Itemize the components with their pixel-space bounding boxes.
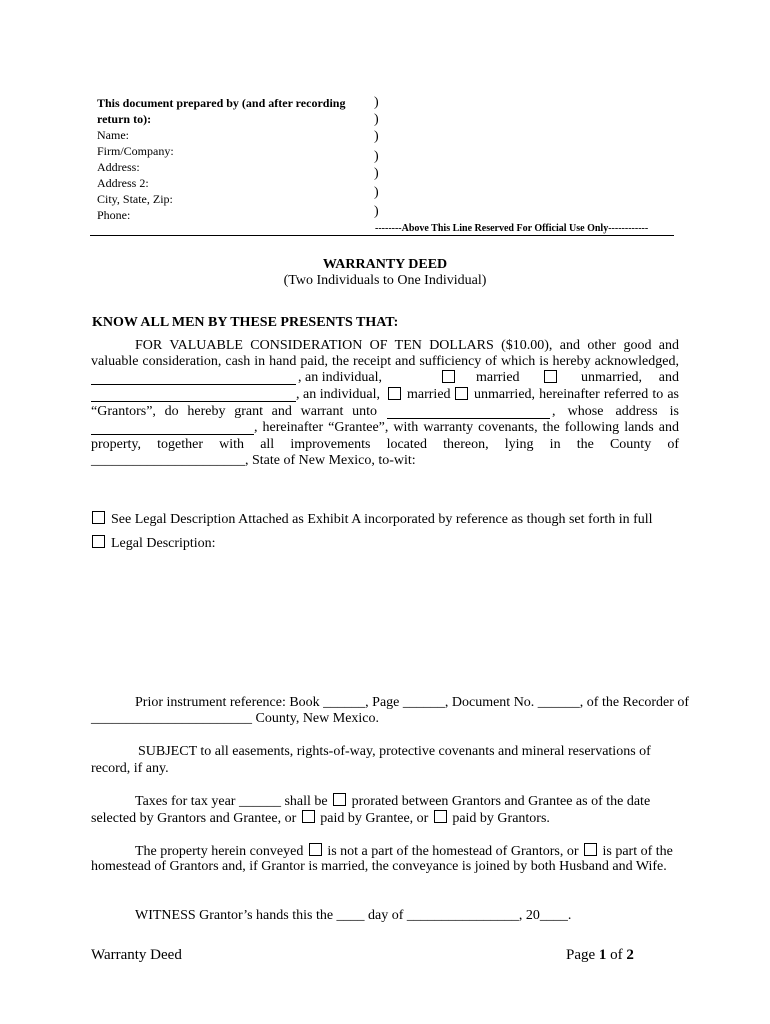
grantor2-name-blank[interactable] [91, 389, 296, 402]
reserved-text: Above This Line Reserved For Official Use Only [401, 223, 609, 234]
grantee-address-blank[interactable] [91, 422, 254, 435]
consideration-line: property, together with all improvements located thereon, lying in the County of [91, 437, 679, 452]
paid-by-grantee-checkbox[interactable] [302, 810, 315, 823]
document-title: WARRANTY DEED [322, 257, 448, 272]
grantee-name-blank[interactable] [387, 406, 550, 419]
phone-field-label: Phone: [97, 208, 131, 222]
reserved-line-label [375, 223, 648, 234]
reserved-divider [90, 235, 674, 236]
address2-field-label: Address 2: [97, 176, 149, 190]
prepared-by-label: This document prepared by (and after recording [97, 96, 346, 110]
reserved-dashes-right: ------------ [608, 223, 649, 234]
paid-by-grantors-checkbox[interactable] [434, 810, 447, 823]
grantor1-individual-text: , an individual, [298, 370, 382, 385]
taxes-text: Taxes for tax year ______ shall be [135, 794, 328, 809]
bracket: ) [374, 129, 379, 144]
consideration-line: valuable consideration, cash in hand paid, the receipt and sufficiency of which is hereby acknowledged, [91, 354, 679, 369]
not-homestead-checkbox[interactable] [309, 843, 322, 856]
consideration-line: FOR VALUABLE CONSIDERATION OF TEN DOLLARS ($10.00), and other good and [135, 338, 679, 353]
witness-line: WITNESS Grantor’s hands this the ____ day of ________________, 20____. [135, 908, 572, 923]
legal-option-exhibit [92, 511, 653, 529]
grantee-line [91, 404, 679, 421]
legal-description-checkbox[interactable] [92, 535, 105, 548]
prior-county-line: _______________________ County, New Mexico. [91, 711, 380, 726]
taxes-line [135, 793, 650, 811]
prorated-text: prorated between Grantors and Grantee as of the date [351, 794, 651, 809]
grantor1-unmarried-checkbox[interactable] [544, 370, 557, 383]
footer-title: Warranty Deed [91, 947, 182, 963]
prorated-checkbox[interactable] [333, 793, 346, 806]
grantor2-unmarried-text: unmarried, hereinafter referred to as [474, 387, 679, 402]
name-field-label: Name: [97, 128, 129, 142]
bracket: ) [374, 95, 379, 110]
county-line [91, 453, 416, 470]
unmarried-label: unmarried, and [581, 370, 679, 385]
return-to-label: return to): [97, 112, 152, 126]
page-prefix: Page [566, 947, 596, 963]
homestead-line: homestead of Grantors and, if Grantor is married, the conveyance is joined by both Husband and Wife. [91, 859, 667, 874]
page-total: 2 [626, 947, 634, 963]
paid-by-grantee-text: paid by Grantee, or [320, 811, 429, 826]
bracket: ) [374, 185, 379, 200]
exhibit-a-label: See Legal Description Attached as Exhibit A incorporated by reference as though set forth in full [111, 512, 653, 527]
firm-field-label: Firm/Company: [97, 144, 174, 158]
grantor2-unmarried-checkbox[interactable] [455, 387, 468, 400]
legal-description-label: Legal Description: [111, 536, 216, 551]
taxes-line [91, 810, 550, 828]
exhibit-a-checkbox[interactable] [92, 511, 105, 524]
selected-text: selected by Grantors and Grantee, or [91, 811, 297, 826]
state-text: , State of New Mexico, to-wit: [245, 453, 416, 468]
grant-warrant-text: “Grantors”, do hereby grant and warrant unto [91, 404, 377, 419]
homestead-text: The property herein conveyed [135, 844, 304, 859]
know-all-heading: KNOW ALL MEN BY THESE PRESENTS THAT: [92, 315, 399, 330]
legal-option-description [92, 535, 216, 553]
page-current: 1 [598, 947, 607, 963]
grantee-address-line [91, 420, 679, 437]
married-label: married [407, 387, 451, 402]
grantor1-married-checkbox[interactable] [442, 370, 455, 383]
not-homestead-text: is not a part of the homestead of Grantors, or [327, 844, 579, 859]
is-homestead-text: is part of the [602, 844, 673, 859]
grantor2-line [91, 387, 679, 404]
subject-line: SUBJECT to all easements, rights-of-way, protective covenants and mineral reservations of [138, 744, 651, 759]
bracket: ) [374, 204, 379, 219]
reserved-dashes-left: -------- [375, 223, 402, 234]
document-subtitle: (Two Individuals to One Individual) [283, 273, 487, 288]
page-of: of [610, 947, 623, 963]
homestead-line [135, 843, 679, 860]
subject-line: record, if any. [91, 761, 169, 776]
address-field-label: Address: [97, 160, 140, 174]
grantor1-name-blank[interactable] [91, 372, 296, 385]
whose-address-text: , whose address is [552, 404, 679, 419]
page-number [566, 947, 634, 964]
grantor1-line [91, 370, 679, 387]
grantor2-individual-text: , an individual, [296, 387, 380, 402]
is-homestead-checkbox[interactable] [584, 843, 597, 856]
bracket: ) [374, 166, 379, 181]
grantor2-married-checkbox[interactable] [388, 387, 401, 400]
grantee-covenants-text: , hereinafter “Grantee”, with warranty covenants, the following lands and [254, 420, 679, 435]
city-state-zip-field-label: City, State, Zip: [97, 192, 173, 206]
prior-instrument-line: Prior instrument reference: Book ______, Page ______, Document No. ______, of the Recorder of [135, 695, 690, 710]
bracket: ) [374, 149, 379, 164]
paid-by-grantors-text: paid by Grantors. [452, 811, 550, 826]
bracket: ) [374, 112, 379, 127]
married-label: married [476, 370, 520, 385]
county-blank[interactable]: ______________________ [91, 453, 245, 468]
